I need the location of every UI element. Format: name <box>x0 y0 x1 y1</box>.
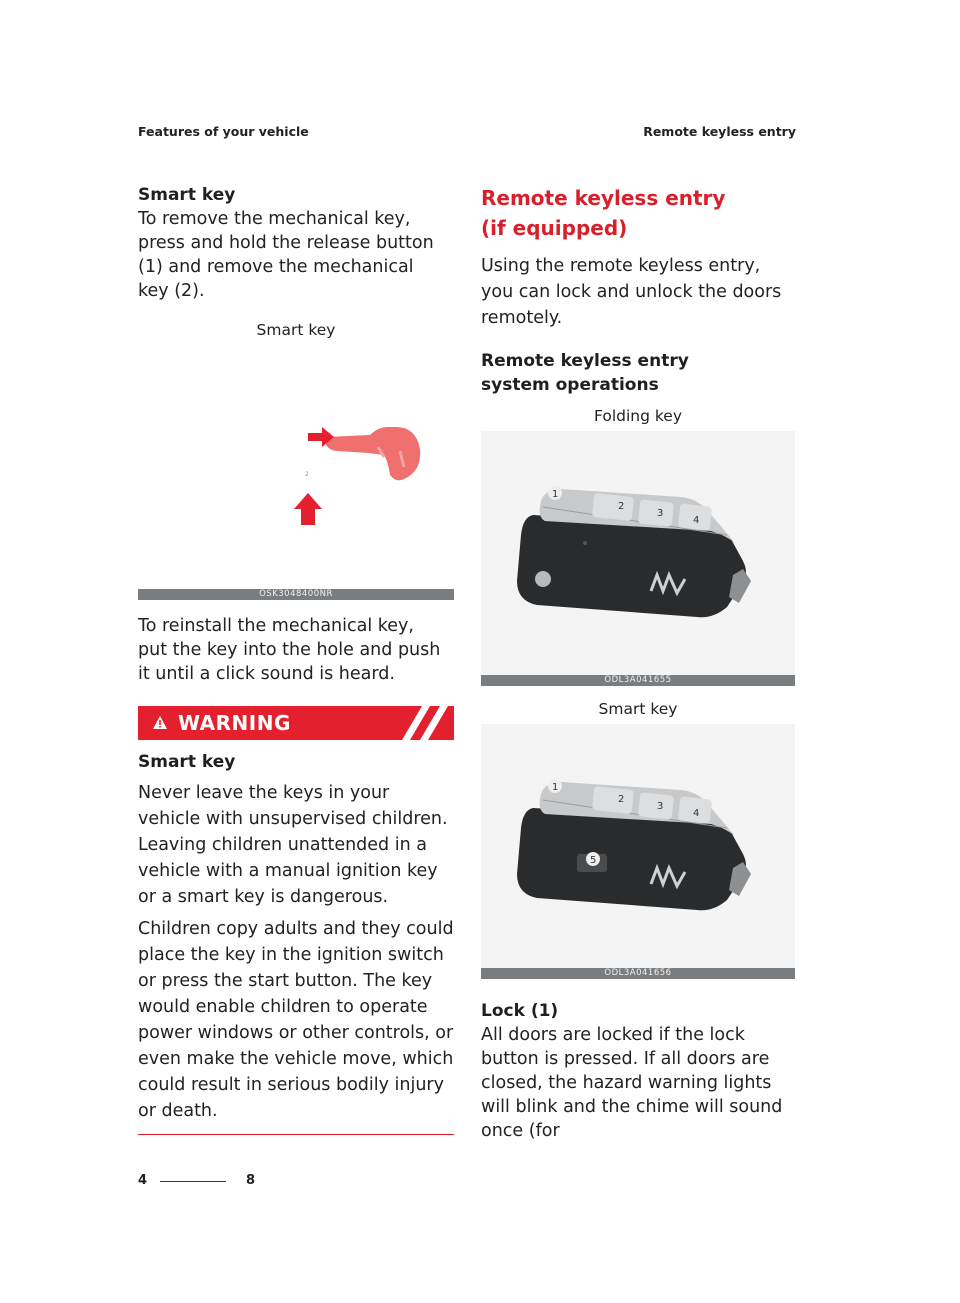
remove-mechanical-key-paragraph: To remove the mechanical key, press and hold the release button (1) and remove the mechanical key (2). <box>138 209 434 301</box>
smart-key-fob-figure <box>481 700 795 979</box>
mechanical-key-illustration <box>138 339 454 589</box>
figure-code: OSK3048400NR <box>138 589 454 600</box>
section-title: Remote keyless entry (if equipped) <box>481 186 726 240</box>
lock-subheading: Lock (1) <box>481 1001 559 1021</box>
button-label-3: 3 <box>657 801 664 812</box>
smart-key-subheading: Smart key <box>138 185 236 205</box>
smart-key-fob-icon <box>481 724 795 968</box>
warning-triangle-icon <box>152 715 168 731</box>
warning-paragraph-2: Children copy adults and they could place the key in the ignition switch or press the start button. The key would enable children to operate power windows or other controls, or even make the vehicle move, which could result in serious bodily injury or death. <box>138 919 454 1121</box>
warning-banner <box>138 706 454 740</box>
button-label-4: 4 <box>693 515 700 526</box>
button-label-3: 3 <box>657 508 664 519</box>
folding-key-fob-icon <box>481 431 795 675</box>
left-column <box>138 183 454 1135</box>
button-label-2: 2 <box>618 501 625 512</box>
running-header-right: Remote keyless entry <box>643 124 796 139</box>
button-label-2: 2 <box>618 794 625 805</box>
figure-caption: Folding key <box>593 407 683 425</box>
warning-subheading: Smart key <box>138 752 236 772</box>
button-label-4: 4 <box>693 808 700 819</box>
intro-paragraph: Using the remote keyless entry, you can lock and unlock the doors remotely. <box>481 256 782 328</box>
button-label-1: 1 <box>552 489 559 500</box>
folding-key-figure <box>481 407 795 686</box>
operations-subheading: Remote keyless entry system operations <box>481 351 689 395</box>
warning-paragraph-1: Never leave the keys in your vehicle with unsupervised children. Leaving children unattended in a vehicle with a manual ignition key or a smart key is dangerous. <box>138 783 448 907</box>
figure-caption: Smart key <box>598 700 678 718</box>
footer-section-number: 4 <box>138 1173 148 1188</box>
figure-code: ODL3A041655 <box>481 675 795 686</box>
footer-page-number: 8 <box>246 1173 256 1188</box>
folding-key-illustration <box>481 431 795 675</box>
button-label-1: 1 <box>552 782 559 793</box>
right-column <box>481 183 795 1143</box>
warning-end-rule <box>138 1134 454 1135</box>
reinstall-paragraph: To reinstall the mechanical key, put the key into the hole and push it until a click sound is heard. <box>138 616 441 684</box>
figure-caption: Smart key <box>256 321 336 339</box>
footer-rule <box>160 1181 226 1182</box>
warning-label: WARNING <box>178 711 291 735</box>
button-label-5: 5 <box>590 855 597 866</box>
smart-key-figure <box>138 321 454 600</box>
mechanical-key-icon <box>138 339 454 589</box>
warning-stripes-icon <box>394 706 454 740</box>
figure-code: ODL3A041656 <box>481 968 795 979</box>
smart-key-illustration <box>481 724 795 968</box>
lock-paragraph: All doors are locked if the lock button is pressed. If all doors are closed, the hazard warning lights will blink and the chime will sound once (for <box>481 1025 783 1141</box>
running-header-left: Features of your vehicle <box>138 124 309 139</box>
svg-text:2: 2 <box>305 471 309 478</box>
